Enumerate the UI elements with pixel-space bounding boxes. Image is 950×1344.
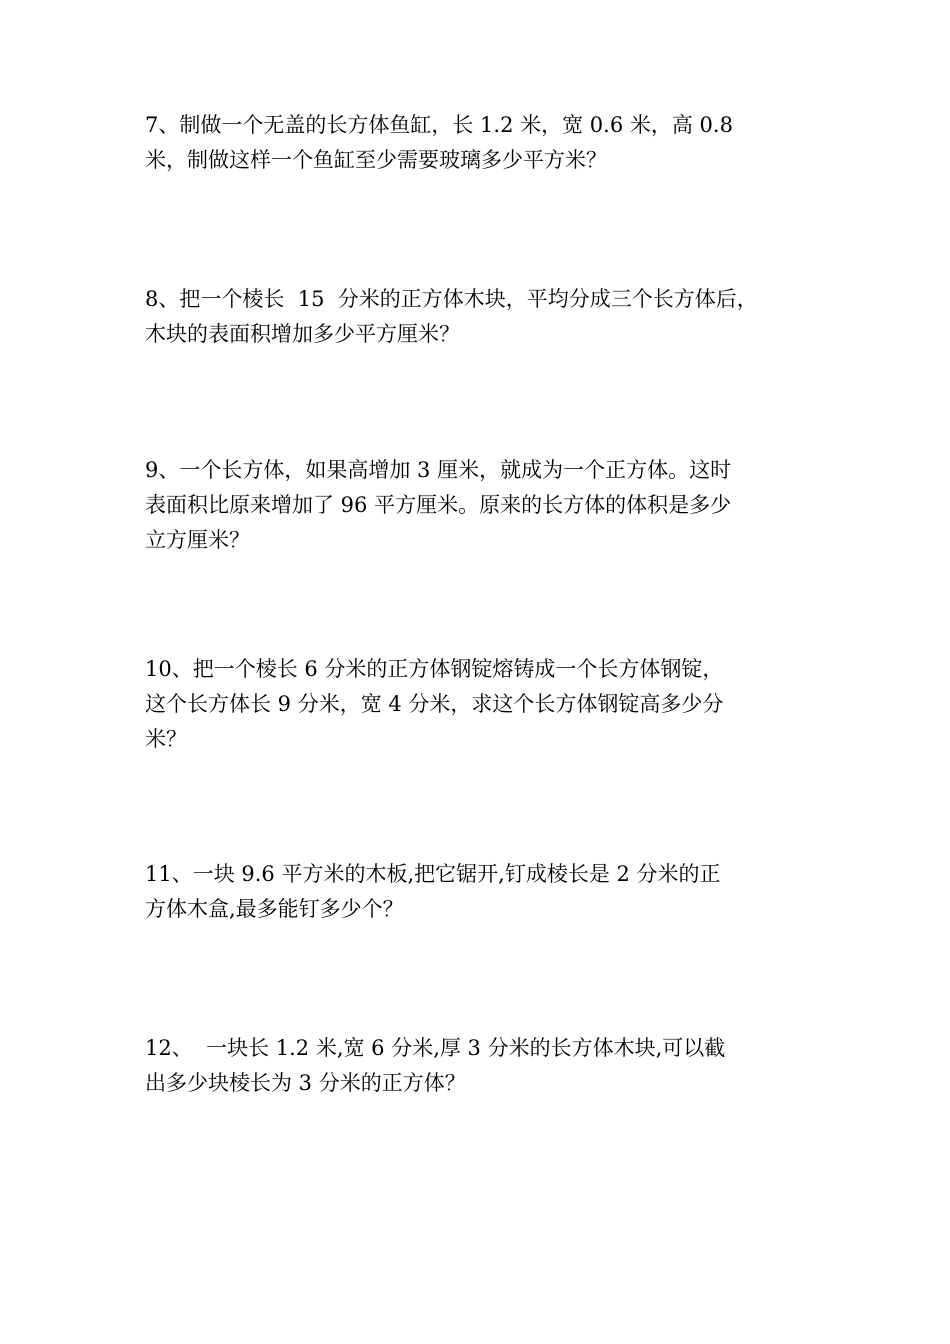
- problem-9-line-1: 9、一个长方体，如果高增加 3 厘米，就成为一个正方体。这时: [145, 458, 732, 482]
- problem-8-line-2: 木块的表面积增加多少平方厘米？: [145, 322, 460, 346]
- problem-10-line-2: 这个长方体长 9 分米，宽 4 分米，求这个长方体钢锭高多少分: [145, 692, 724, 716]
- problem-10-line-1: 10、把一个棱长 6 分米的正方体钢锭熔铸成一个长方体钢锭，: [145, 657, 724, 681]
- problem-8: [145, 282, 835, 352]
- problem-8-line-1: 8、把一个棱长 15 分米的正方体木块，平均分成三个长方体后，: [145, 287, 758, 311]
- problem-9-line-2: 表面积比原来增加了 96 平方厘米。原来的长方体的体积是多少: [145, 493, 732, 517]
- problem-7-line-2: 米，制做这样一个鱼缸至少需要玻璃多少平方米？: [145, 148, 607, 172]
- problem-7: [145, 108, 835, 178]
- problem-10: [145, 652, 835, 757]
- problem-12-line-2: 出多少块棱长为 3 分米的正方体？: [145, 1071, 466, 1095]
- problem-10-line-3: 米？: [145, 727, 187, 751]
- problem-11: [145, 857, 835, 927]
- problem-12: [145, 1031, 835, 1101]
- problem-9: [145, 453, 835, 558]
- problem-7-line-1: 7、制做一个无盖的长方体鱼缸，长 1.2 米，宽 0.6 米，高 0.8: [145, 113, 733, 137]
- problem-12-line-1: 12、 一块长 1.2 米,宽 6 分米,厚 3 分米的长方体木块,可以截: [145, 1036, 726, 1060]
- problem-11-line-2: 方体木盒,最多能钉多少个？: [145, 897, 404, 921]
- problem-9-line-3: 立方厘米？: [145, 528, 250, 552]
- problem-11-line-1: 11、一块 9.6 平方米的木板,把它锯开,钉成棱长是 2 分米的正: [145, 862, 721, 886]
